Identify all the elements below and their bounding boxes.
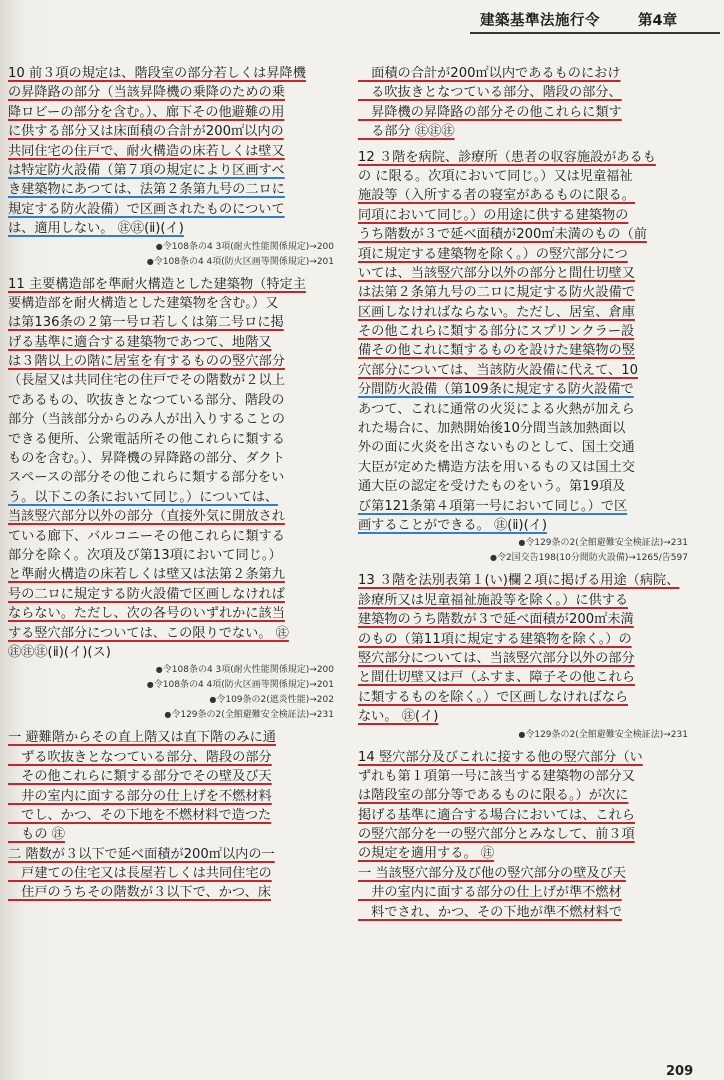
text-line xyxy=(358,458,688,477)
text-line xyxy=(358,206,688,225)
text-line-content: 面積の合計が200㎡以内であるものにおけ xyxy=(358,66,621,81)
text-line-content: 部分を除く。次項及び第13項において同じ。） xyxy=(8,547,282,563)
text-line xyxy=(358,361,688,380)
text-line xyxy=(358,806,688,825)
text-line-content: のもの（第11項に規定する建築物を除く。）の xyxy=(358,631,632,647)
text-line xyxy=(358,767,688,786)
text-line-content: 住戸のうちその階数が３以下で、かつ、床 xyxy=(8,885,271,901)
text-line-content: 井の室内に面する部分の仕上げを不燃材料 xyxy=(8,788,272,804)
text-line-content: と間仕切壁又は戸（ふすま、障子その他これら xyxy=(358,670,635,686)
text-line-content: 二 階数が３以下で延べ面積が200㎡以内の一 xyxy=(8,846,275,862)
text-line xyxy=(8,468,334,487)
text-line-content: いては、当該竪穴部分以外の部分と間仕切壁又 xyxy=(358,265,635,281)
text-line-content: 同項において同じ。）の用途に供する建築物の xyxy=(358,207,629,223)
text-line xyxy=(358,477,688,496)
header-title: 建築基準法施行令 xyxy=(480,13,600,29)
text-line-content: 戸建ての住宅又は長屋若しくは共同住宅の xyxy=(8,866,272,882)
text-line-content: ずれも第１項第一号に該当する建築物の部分又 xyxy=(358,768,635,784)
cross-reference: ● 令2国交告198(10分間防火設備)→1265/告597 xyxy=(358,550,688,565)
text-line xyxy=(8,313,334,332)
text-line-content: び第121条第４項第一号において同じ。）で区 xyxy=(358,498,628,514)
text-line xyxy=(358,748,688,767)
text-line-content: き建築物にあつては、法第２条第九号の二ロに xyxy=(8,182,285,198)
text-line-content: 掲げる基準に適合する場合においては、これら xyxy=(358,807,635,823)
text-line xyxy=(358,707,688,726)
text-line-content: 施設等（入所する者の寝室があるものに限る。 xyxy=(358,188,635,204)
text-line-content: 井の室内に面する部分の仕上げが準不燃材 xyxy=(358,885,622,901)
text-line xyxy=(358,419,688,438)
running-header xyxy=(470,4,720,34)
text-line xyxy=(8,883,334,902)
text-line-content: 降ロビーの部分を含む。）、廊下その他避難の用 xyxy=(8,104,285,120)
text-line-content: その他これらに類する部分にスプリンクラー設 xyxy=(358,324,635,340)
text-line xyxy=(358,610,688,629)
text-line-content: と準耐火構造の床若しくは壁又は法第２条第九 xyxy=(8,567,285,583)
text-line-content: の規定を適用する。 ㊟ xyxy=(358,846,495,862)
text-line-content: ずる吹抜きとなつている部分、階段の部分 xyxy=(8,749,272,765)
text-line-content: は、適用しない。 ㊟㊟(ⅱ)(イ) xyxy=(8,221,184,237)
cross-reference: ● 令108条の4 4項(防火区画等関係規定)→201 xyxy=(8,677,334,692)
text-line-content: その他これらに類する部分でその壁及び天 xyxy=(8,769,272,785)
text-line-content: 診療所又は児童福祉施設等を除く。）に供する xyxy=(358,592,629,608)
text-line xyxy=(358,303,688,322)
text-line xyxy=(8,352,334,371)
text-line-content: 分間防火設備（第109条に規定する防火設備で xyxy=(358,382,634,398)
text-line xyxy=(8,643,334,662)
text-line xyxy=(358,186,688,205)
text-line-content: 建築物のうち階数が３で延べ面積が200㎡未満 xyxy=(358,612,634,628)
text-line-content: できる便所、公衆電話所その他これらに類する xyxy=(8,431,285,447)
text-line-content: に供する部分又は床面積の合計が200㎡以内の xyxy=(8,124,284,140)
text-line xyxy=(8,64,334,83)
text-line-content: ㊟㊟㊟(ⅱ)(イ)(ス) xyxy=(8,644,111,660)
text-line-content: 一 当該竪穴部分及び他の竪穴部分の壁及び天 xyxy=(358,865,626,881)
text-line xyxy=(8,430,334,449)
text-line-content: 部分（当該部分からのみ人が出入りすることの xyxy=(8,412,285,428)
text-line xyxy=(8,767,334,786)
text-line-content: の に限る。次項において同じ。）又は児童福祉 xyxy=(358,168,633,184)
text-line xyxy=(8,391,334,410)
text-line xyxy=(8,565,334,584)
text-line xyxy=(8,161,334,180)
text-line-content: 穴部分については、当該防火設備に代えて、10 xyxy=(358,362,639,378)
text-line xyxy=(8,864,334,883)
text-line xyxy=(358,630,688,649)
text-line-content: 14 竪穴部分及びこれに接する他の竪穴部分（い xyxy=(358,749,643,765)
text-line xyxy=(8,604,334,623)
text-line xyxy=(358,497,688,516)
text-line xyxy=(8,806,334,825)
text-line xyxy=(358,83,688,102)
text-line-content: 要構造部を耐火構造とした建築物を含む。）又 xyxy=(8,295,279,311)
text-line xyxy=(8,748,334,767)
text-line-content: 規定する防火設備）で区画されたものについて xyxy=(8,201,285,217)
text-line xyxy=(8,410,334,429)
text-line xyxy=(8,728,334,747)
header-chapter: 第4章 xyxy=(638,13,678,29)
text-line xyxy=(8,845,334,864)
text-line-content: 当該竪穴部分以外の部分（直接外気に開放され xyxy=(8,509,285,525)
text-line-content: れた場合に、加熱開始後10分間当該加熱面以 xyxy=(358,421,626,437)
text-line xyxy=(358,786,688,805)
text-line xyxy=(358,341,688,360)
text-line xyxy=(8,103,334,122)
text-line xyxy=(358,148,688,167)
text-line xyxy=(8,333,334,352)
text-line-content: に類するものを除く。）で区画しなければなら xyxy=(358,689,629,705)
text-line xyxy=(8,219,334,238)
text-line xyxy=(358,668,688,687)
text-line xyxy=(358,516,688,535)
cross-reference: ● 令108条の4 3項(耐火性能関係規定)→200 xyxy=(8,662,334,677)
text-line xyxy=(358,400,688,419)
text-line xyxy=(358,322,688,341)
left-column xyxy=(8,64,334,903)
text-line-content: ものを含む。）、昇降機の昇降路の部分、ダクト xyxy=(8,451,285,467)
text-line xyxy=(358,844,688,863)
text-line xyxy=(8,527,334,546)
text-line xyxy=(358,438,688,457)
text-line-content: る部分 ㊟㊟㊟ xyxy=(358,124,455,140)
text-line-content: 共同住宅の住戸で、耐火構造の床若しくは壁又 xyxy=(8,143,285,159)
text-line xyxy=(358,283,688,302)
text-line-content: 竪穴部分については、当該竪穴部分以外の部分 xyxy=(358,650,635,666)
text-line xyxy=(358,903,688,922)
text-line-content: 通大臣の認定を受けたものをいう。第19項及 xyxy=(358,479,626,495)
text-line xyxy=(358,122,688,141)
text-line-content: 料でされ、かつ、その下地が準不燃材料で xyxy=(358,904,623,920)
text-line xyxy=(358,649,688,668)
text-line xyxy=(8,180,334,199)
text-line xyxy=(358,591,688,610)
text-line-content: あつて、これに通常の火災による火熱が加えら xyxy=(358,401,635,417)
text-line-content: の昇降路の部分（当該昇降機の乗降のための乗 xyxy=(8,85,285,101)
cross-reference: ● 令109条の2(遮炎性能)→202 xyxy=(8,692,334,707)
text-line xyxy=(8,507,334,526)
text-line xyxy=(358,245,688,264)
text-line xyxy=(8,825,334,844)
text-line-content: 昇降機の昇降路の部分その他これらに類す xyxy=(358,104,622,120)
cross-reference: ● 令108条の4 3項(耐火性能関係規定)→200 xyxy=(8,239,334,254)
text-line-content: う。以下この条において同じ。）については、 xyxy=(8,489,279,505)
text-line-content: 項に規定する建築物を除く。）の竪穴部分につ xyxy=(358,246,628,262)
text-line xyxy=(8,787,334,806)
text-line-content: げる基準に適合する建築物であつて、地階又 xyxy=(8,334,272,350)
text-line xyxy=(8,142,334,161)
text-line xyxy=(8,546,334,565)
text-line xyxy=(358,264,688,283)
text-line xyxy=(358,225,688,244)
text-line-content: ない。 ㊟(イ) xyxy=(358,709,439,725)
cross-reference: ● 令129条の2(全館避難安全検証法)→231 xyxy=(358,535,688,550)
text-line-content: であるもの、吹抜きとなつている部分、階段の xyxy=(8,392,285,408)
text-line xyxy=(358,571,688,590)
cross-reference: ● 令108条の4 4項(防火区画等関係規定)→201 xyxy=(8,254,334,269)
text-line xyxy=(8,488,334,507)
text-line-content: 12 ３階を病院、診療所（患者の収容施設があるも xyxy=(358,149,656,165)
text-line xyxy=(8,200,334,219)
text-line-content: 備その他これに類するものを設けた建築物の竪 xyxy=(358,343,635,359)
text-line-content: 号の二ロに規定する防火設備で区画しなければ xyxy=(8,586,285,602)
text-line xyxy=(358,864,688,883)
text-line xyxy=(358,103,688,122)
text-line-content: は特定防火設備（第７項の規定により区画すべ xyxy=(8,162,285,178)
text-line-content: る吹抜きとなつている部分、階段の部分、 xyxy=(358,85,622,101)
text-line xyxy=(8,585,334,604)
text-line xyxy=(358,167,688,186)
text-line xyxy=(358,688,688,707)
text-line xyxy=(8,294,334,313)
text-line-content: うち階数が３で延べ面積が200㎡未満のもの（前 xyxy=(358,227,647,243)
text-line-content: でし、かつ、その下地を不燃材料で造つた xyxy=(8,807,272,823)
text-line-content: は第136条の２第一号ロ若しくは第二号ロに掲 xyxy=(8,315,284,331)
text-line-content: は法第２条第九号の二ロに規定する防火設備で xyxy=(358,285,635,301)
text-line xyxy=(8,83,334,102)
text-line-content: ならない。ただし、次の各号のいずれかに該当 xyxy=(8,606,285,622)
cross-reference: ● 令129条の2(全館避難安全検証法)→231 xyxy=(358,727,688,742)
text-line xyxy=(8,624,334,643)
text-line-content: （長屋又は共同住宅の住戸でその階数が２以上 xyxy=(8,373,285,389)
text-line-content: 一 避難階からその直上階又は直下階のみに通 xyxy=(8,730,276,746)
text-line-content: 外の面に火炎を出さないものとして、国土交通 xyxy=(358,440,635,456)
text-line-content: は階段室の部分等であるものに限る。）が次に xyxy=(358,788,629,804)
text-line-content: ている廊下、バルコニーその他これらに類する xyxy=(8,528,285,544)
text-line xyxy=(8,275,334,294)
text-line xyxy=(8,449,334,468)
text-line-content: する竪穴部分については、この限りでない。 ㊟ xyxy=(8,625,289,641)
text-line xyxy=(358,380,688,399)
text-line-content: 大臣が定めた構造方法を用いるもの又は国土交 xyxy=(358,459,635,475)
text-line-content: 10 前３項の規定は、階段室の部分若しくは昇降機 xyxy=(8,66,306,81)
page-number: 209 xyxy=(666,1064,694,1079)
text-line-content: 11 主要構造部を準耐火構造とした建築物（特定主 xyxy=(8,276,306,292)
text-line-content: 画することができる。 ㊟(ⅱ)(イ) xyxy=(358,517,548,533)
text-line xyxy=(8,371,334,390)
text-line-content: もの ㊟ xyxy=(8,827,65,843)
text-line-content: 区画しなければならない。ただし、居室、倉庫 xyxy=(358,304,635,320)
text-line xyxy=(8,122,334,141)
text-line xyxy=(358,64,688,83)
text-line-content: 13 ３階を法別表第１(い)欄２項に掲げる用途（病院、 xyxy=(358,573,680,589)
text-line-content: の竪穴部分を一の竪穴部分とみなして、前３項 xyxy=(358,827,635,843)
text-line-content: スペースの部分その他これらに類する部分をい xyxy=(8,470,285,486)
right-column xyxy=(358,64,688,922)
text-line xyxy=(358,883,688,902)
cross-reference: ● 令129条の2(全館避難安全検証法)→231 xyxy=(8,707,334,722)
text-line-content: は３階以上の階に居室を有するものの竪穴部分 xyxy=(8,354,285,370)
text-line xyxy=(358,825,688,844)
